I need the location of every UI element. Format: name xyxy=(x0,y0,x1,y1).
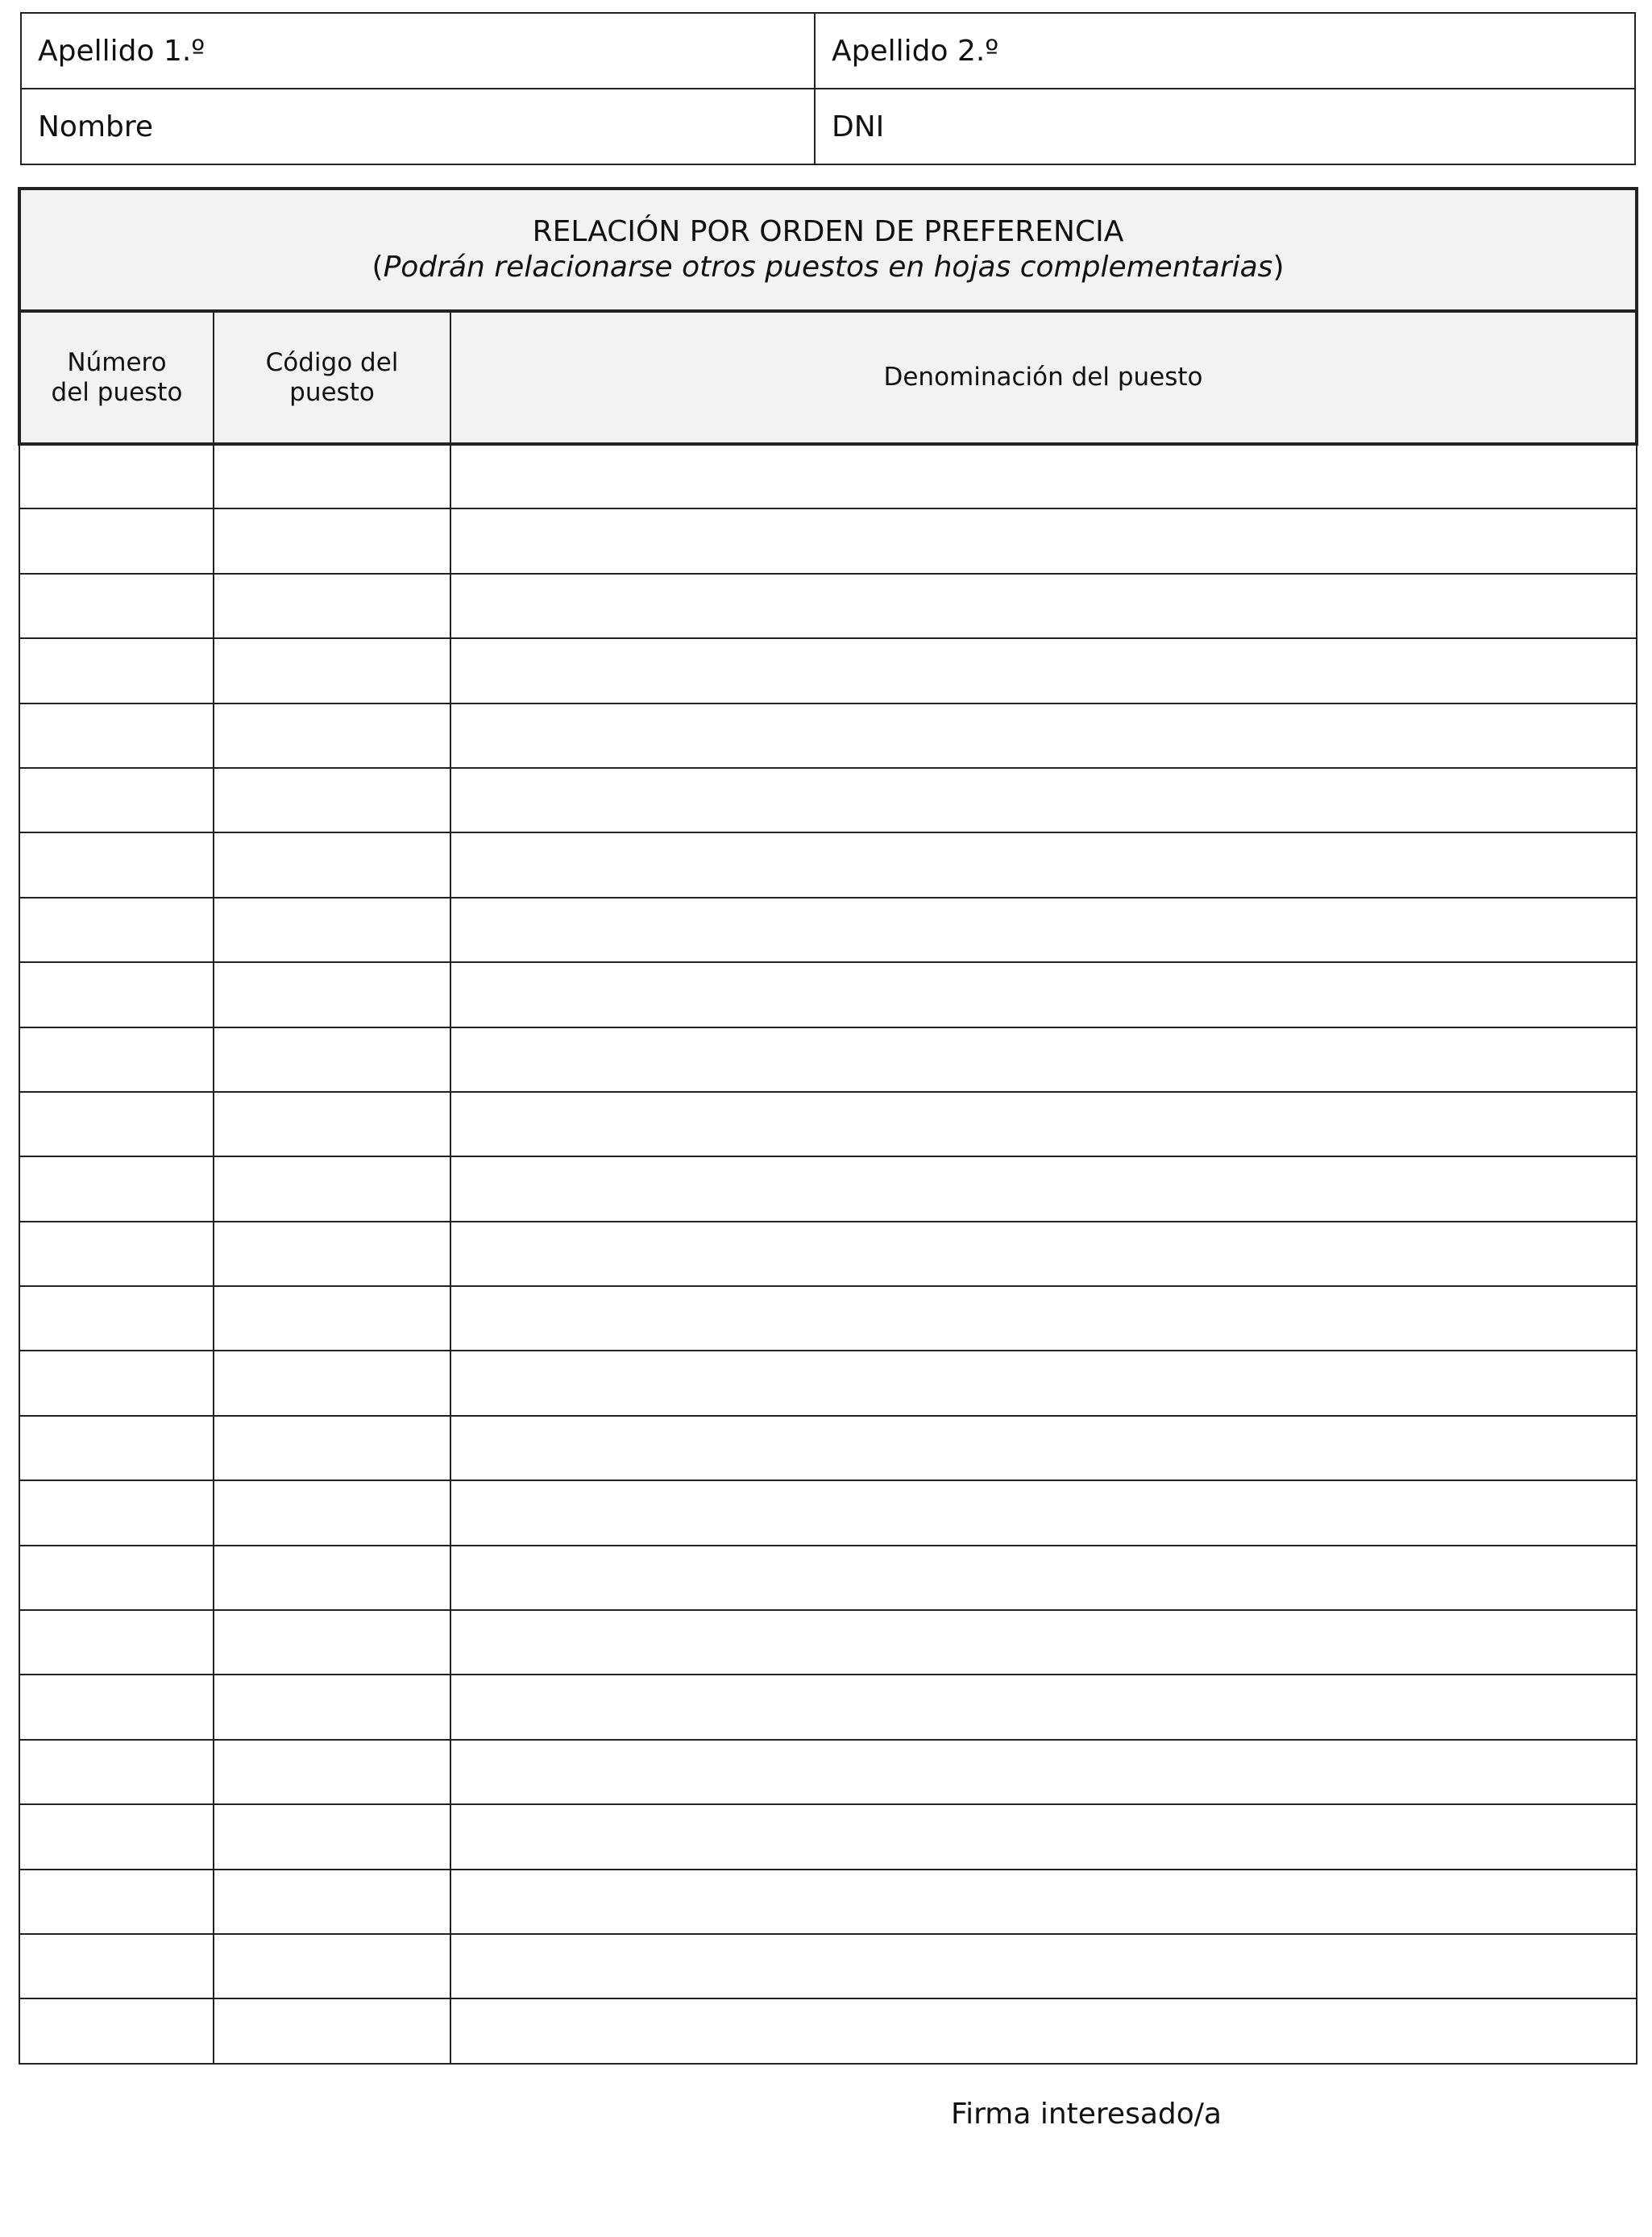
denominacion-cell[interactable] xyxy=(450,1998,1637,2063)
apellido2-label: Apellido 2.º xyxy=(832,34,999,68)
dni-label: DNI xyxy=(832,110,885,143)
codigo-cell[interactable] xyxy=(214,1870,450,1934)
table-row xyxy=(19,508,1637,573)
numero-cell[interactable] xyxy=(19,1222,214,1286)
preference-subtitle xyxy=(21,250,1635,285)
table-row xyxy=(19,703,1637,768)
codigo-cell[interactable] xyxy=(214,1027,450,1092)
numero-cell[interactable] xyxy=(19,1546,214,1610)
table-row xyxy=(19,898,1637,962)
column-header-codigo xyxy=(214,311,450,444)
denominacion-cell[interactable] xyxy=(450,898,1637,962)
denominacion-cell[interactable] xyxy=(450,1934,1637,1998)
numero-cell[interactable] xyxy=(19,1156,214,1221)
denominacion-cell[interactable] xyxy=(450,1351,1637,1415)
codigo-cell[interactable] xyxy=(214,1416,450,1480)
codigo-cell[interactable] xyxy=(214,1804,450,1869)
numero-header-line2: del puesto xyxy=(51,377,183,407)
table-row xyxy=(19,574,1637,638)
table-row xyxy=(19,1870,1637,1934)
signature-label: Firma interesado/a xyxy=(951,2098,1222,2131)
table-row xyxy=(19,1610,1637,1675)
numero-cell[interactable] xyxy=(19,1870,214,1934)
preference-title-cell xyxy=(19,189,1637,311)
codigo-cell[interactable] xyxy=(214,1286,450,1351)
apellido1-label: Apellido 1.º xyxy=(38,34,205,68)
denominacion-cell[interactable] xyxy=(450,1740,1637,1804)
table-row xyxy=(19,1351,1637,1415)
subtitle-close-paren: ) xyxy=(1272,251,1285,284)
denominacion-cell[interactable] xyxy=(450,1610,1637,1675)
table-row xyxy=(19,1934,1637,1998)
numero-cell[interactable] xyxy=(19,1480,214,1545)
codigo-cell[interactable] xyxy=(214,1675,450,1739)
codigo-header-line2: puesto xyxy=(289,377,375,407)
numero-cell[interactable] xyxy=(19,1027,214,1092)
table-row xyxy=(19,1675,1637,1739)
numero-cell[interactable] xyxy=(19,1416,214,1480)
numero-cell[interactable] xyxy=(19,898,214,962)
table-row xyxy=(19,444,1637,508)
personal-row-name-dni xyxy=(21,89,1635,164)
denominacion-cell[interactable] xyxy=(450,1804,1637,1869)
denominacion-cell[interactable] xyxy=(450,962,1637,1027)
denominacion-cell[interactable] xyxy=(450,1480,1637,1545)
denominacion-cell[interactable] xyxy=(450,574,1637,638)
numero-cell[interactable] xyxy=(19,444,214,508)
table-row xyxy=(19,1740,1637,1804)
codigo-cell[interactable] xyxy=(214,1546,450,1610)
denominacion-cell[interactable] xyxy=(450,1156,1637,1221)
codigo-cell[interactable] xyxy=(214,1351,450,1415)
apellido2-field[interactable] xyxy=(815,13,1635,89)
codigo-header-line1: Código del xyxy=(265,347,399,377)
table-row xyxy=(19,638,1637,703)
codigo-cell[interactable] xyxy=(214,638,450,703)
preference-title-row xyxy=(19,189,1637,311)
table-row xyxy=(19,1092,1637,1156)
codigo-cell[interactable] xyxy=(214,508,450,573)
preference-rows xyxy=(19,444,1637,2064)
denominacion-cell[interactable] xyxy=(450,1222,1637,1286)
codigo-cell[interactable] xyxy=(214,444,450,508)
table-row xyxy=(19,962,1637,1027)
table-row xyxy=(19,1156,1637,1221)
numero-cell[interactable] xyxy=(19,768,214,832)
codigo-cell[interactable] xyxy=(214,703,450,768)
numero-cell[interactable] xyxy=(19,574,214,638)
table-row xyxy=(19,1546,1637,1610)
subtitle-open-paren: ( xyxy=(371,251,384,284)
table-row xyxy=(19,1416,1637,1480)
codigo-cell[interactable] xyxy=(214,1480,450,1545)
table-row xyxy=(19,1286,1637,1351)
subtitle-note: Podrán relacionarse otros puestos en hojas complementarias xyxy=(383,251,1273,284)
denominacion-cell[interactable] xyxy=(450,1286,1637,1351)
denominacion-cell[interactable] xyxy=(450,1675,1637,1739)
codigo-cell[interactable] xyxy=(214,1998,450,2063)
codigo-cell[interactable] xyxy=(214,1610,450,1675)
numero-cell[interactable] xyxy=(19,1610,214,1675)
table-row xyxy=(19,1027,1637,1092)
column-header-denominacion: Denominación del puesto xyxy=(450,311,1637,444)
codigo-cell[interactable] xyxy=(214,1222,450,1286)
denominacion-cell[interactable] xyxy=(450,703,1637,768)
numero-cell[interactable] xyxy=(19,1934,214,1998)
numero-cell[interactable] xyxy=(19,1998,214,2063)
denominacion-cell[interactable] xyxy=(450,638,1637,703)
numero-cell[interactable] xyxy=(19,1804,214,1869)
preference-table xyxy=(18,187,1638,2065)
codigo-cell[interactable] xyxy=(214,1740,450,1804)
table-row xyxy=(19,1804,1637,1869)
nombre-label: Nombre xyxy=(38,110,154,143)
personal-data-table xyxy=(20,12,1636,165)
table-row xyxy=(19,768,1637,832)
preference-title: RELACIÓN POR ORDEN DE PREFERENCIA xyxy=(532,215,1124,248)
numero-header-line1: Número xyxy=(67,347,167,377)
numero-cell[interactable] xyxy=(19,638,214,703)
column-header-numero xyxy=(19,311,214,444)
table-row xyxy=(19,1480,1637,1545)
numero-cell[interactable] xyxy=(19,703,214,768)
codigo-cell[interactable] xyxy=(214,1934,450,1998)
codigo-cell[interactable] xyxy=(214,832,450,897)
apellido1-field[interactable] xyxy=(21,13,815,89)
dni-field[interactable] xyxy=(815,89,1635,164)
numero-cell[interactable] xyxy=(19,1286,214,1351)
personal-row-surnames xyxy=(21,13,1635,89)
table-row xyxy=(19,1222,1637,1286)
codigo-cell[interactable] xyxy=(214,1156,450,1221)
nombre-field[interactable] xyxy=(21,89,815,164)
numero-cell[interactable] xyxy=(19,508,214,573)
numero-cell[interactable] xyxy=(19,832,214,897)
denominacion-cell[interactable] xyxy=(450,1870,1637,1934)
denominacion-cell[interactable] xyxy=(450,508,1637,573)
table-row xyxy=(19,832,1637,897)
codigo-cell[interactable] xyxy=(214,898,450,962)
codigo-cell[interactable] xyxy=(214,1092,450,1156)
numero-cell[interactable] xyxy=(19,1675,214,1739)
codigo-cell[interactable] xyxy=(214,962,450,1027)
codigo-cell[interactable] xyxy=(214,574,450,638)
preference-column-headers xyxy=(19,311,1637,444)
numero-cell[interactable] xyxy=(19,1740,214,1804)
denominacion-cell[interactable] xyxy=(450,1027,1637,1092)
denominacion-cell[interactable] xyxy=(450,1546,1637,1610)
denominacion-cell[interactable] xyxy=(450,444,1637,508)
denominacion-cell[interactable] xyxy=(450,768,1637,832)
numero-cell[interactable] xyxy=(19,1351,214,1415)
numero-cell[interactable] xyxy=(19,962,214,1027)
denominacion-cell[interactable] xyxy=(450,832,1637,897)
denominacion-cell[interactable] xyxy=(450,1092,1637,1156)
numero-cell[interactable] xyxy=(19,1092,214,1156)
codigo-cell[interactable] xyxy=(214,768,450,832)
denominacion-cell[interactable] xyxy=(450,1416,1637,1480)
table-row xyxy=(19,1998,1637,2063)
